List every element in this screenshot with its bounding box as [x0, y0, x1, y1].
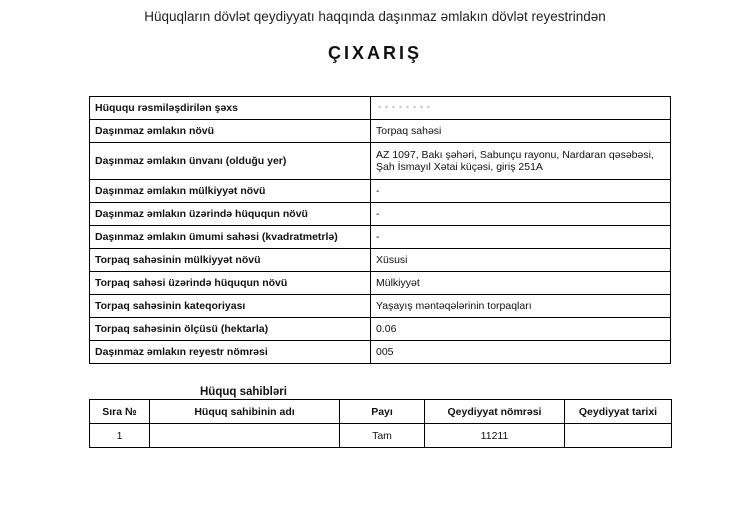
property-table: [89, 96, 671, 364]
property-value: Mülkiyyət: [371, 272, 671, 295]
property-value: -: [371, 226, 671, 249]
property-key: Daşınmaz əmlakın mülkiyyət növü: [90, 180, 371, 203]
property-key: Daşınmaz əmlakın reyestr nömrəsi: [90, 341, 371, 364]
document-header: Hüquqların dövlət qeydiyyatı haqqında daşınmaz əmlakın dövlət reyestrindən: [144, 9, 606, 24]
owners-table: [89, 399, 672, 448]
owner-registration-number: 11211: [425, 424, 565, 448]
table-row: [90, 120, 671, 143]
property-value: Torpaq sahəsi: [371, 120, 671, 143]
property-key: Daşınmaz əmlakın növü: [90, 120, 371, 143]
property-value: -: [371, 203, 671, 226]
column-header: Payı: [340, 400, 425, 424]
property-value: Yaşayış məntəqələrinin torpaqları: [371, 295, 671, 318]
table-row: [90, 249, 671, 272]
property-key: Torpaq sahəsinin ölçüsü (hektarla): [90, 318, 371, 341]
table-row: [90, 97, 671, 120]
property-key: Daşınmaz əmlakın üzərində hüququn növü: [90, 203, 371, 226]
owners-header-row: [90, 400, 672, 424]
property-value: 0.06: [371, 318, 671, 341]
property-key: Torpaq sahəsinin kateqoriyası: [90, 295, 371, 318]
property-key: Hüququ rəsmiləşdirilən şəxs: [90, 97, 371, 120]
property-value: AZ 1097, Bakı şəhəri, Sabunçu rayonu, Nardaran qəsəbəsi, Şah İsmayıl Xətai küçəsi, giriş 251A: [371, 143, 671, 180]
table-row: [90, 226, 671, 249]
document-title: ÇIXARIŞ: [327, 43, 422, 63]
table-row: [90, 143, 671, 180]
property-key: Daşınmaz əmlakın ünvanı (olduğu yer): [90, 143, 371, 180]
owner-name: [150, 424, 340, 448]
table-row: [90, 272, 671, 295]
column-header: Sıra №: [90, 400, 150, 424]
property-key: Daşınmaz əmlakın ümumi sahəsi (kvadratmetrlə): [90, 226, 371, 249]
property-key: Torpaq sahəsi üzərində hüququn növü: [90, 272, 371, 295]
owners-heading: Hüquq sahibləri: [200, 386, 287, 398]
table-row: [90, 424, 672, 448]
property-value-redacted: [371, 97, 671, 120]
column-header: Hüquq sahibinin adı: [150, 400, 340, 424]
redaction-mark: [376, 104, 434, 112]
table-row: [90, 341, 671, 364]
table-row: [90, 295, 671, 318]
property-value: -: [371, 180, 671, 203]
table-row: [90, 180, 671, 203]
property-value: Xüsusi: [371, 249, 671, 272]
owner-index: 1: [90, 424, 150, 448]
table-row: [90, 318, 671, 341]
table-row: [90, 203, 671, 226]
owner-registration-date: [565, 424, 672, 448]
property-key: Torpaq sahəsinin mülkiyyət növü: [90, 249, 371, 272]
column-header: Qeydiyyat nömrəsi: [425, 400, 565, 424]
column-header: Qeydiyyat tarixi: [565, 400, 672, 424]
property-value: 005: [371, 341, 671, 364]
owner-share: Tam: [340, 424, 425, 448]
